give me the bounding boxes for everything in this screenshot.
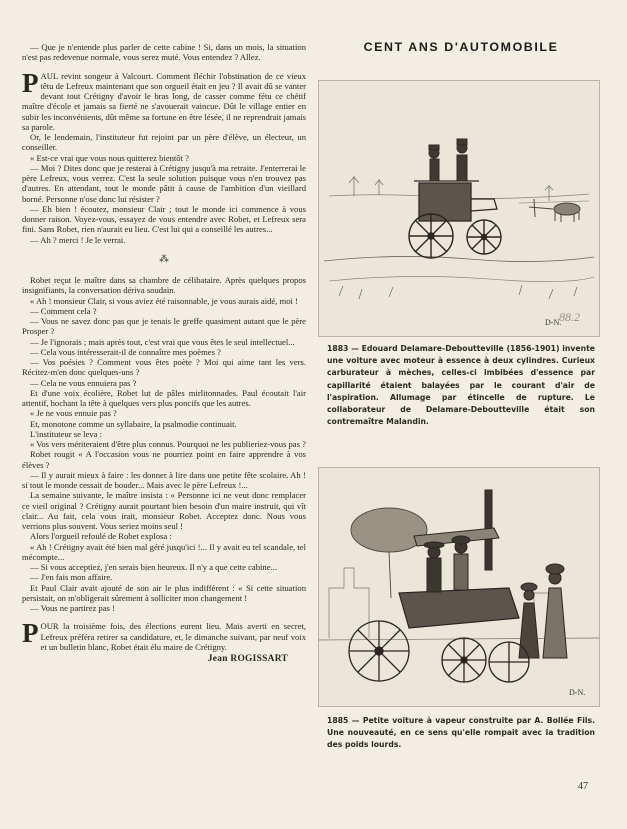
paragraph: — Ah ? merci ! Je le verrai. bbox=[30, 234, 126, 245]
paragraph: — Comment cela ? bbox=[30, 305, 97, 316]
paragraph: Et Paul Clair avait ajouté de son air le plus indifférent : « Si cette situation persistait, on m'obligerait sûrement à solliciter mon changement ! bbox=[22, 582, 306, 603]
paragraph: « Vos vers mériteraient d'être plus connus. Pourquoi ne les publieriez-vous pas ? bbox=[30, 439, 306, 449]
section-ornament: ⁂ bbox=[159, 253, 169, 265]
sketch-delamare-car bbox=[319, 81, 599, 336]
paragraph: — Moi ? Dites donc que je resterai à Crétigny jusqu'à ma retraite. J'enterrerai le père Lefreux, vous verrez. C'est la seule solution puisque vous n'en trouvez pas d'autres. En attendant, tout le monde pâtit à cause de l'ambition d'un vieillard borné. Personne n'ose donc lui résister ? bbox=[22, 162, 306, 204]
story-column bbox=[22, 42, 306, 664]
paragraph: — Je l'ignorais ; mais après tout, c'est vrai que vous êtes le seul intellectuel... bbox=[30, 336, 295, 347]
figure-1-signature: D-N. bbox=[545, 318, 562, 327]
paragraph: Et d'une voix écolière, Robet lut de pâles mirlitonnades. Paul écoutait l'air attentif, hochant la tête à quelques vers plus poncifs que les autres. bbox=[22, 387, 306, 408]
paragraph-dropcap bbox=[22, 67, 306, 133]
paragraph: — Cela ne vous ennuiera pas ? bbox=[30, 377, 137, 388]
paragraph-text: AUL revint songeur à Valcourt. Comment fléchir l'obstination de ce vieux têtu de Lefreux maintenant que son orgueil était en jeu ? Il avait dû se vanter devant tout Crétigny d'avoir le bras long, de casser comme fétu ce chétif maître d'école et jamais sa fierté ne s'avouerait vaincue. Dût le village entier en subir les inconvénients, dût même sa fortune en être lésée, il ne reprendrait jamais sa parole. bbox=[22, 70, 306, 132]
paragraph: — Il y aurait mieux à faire : les donner à lire dans une petite fête scolaire. Ah ! si tout le monde cessait de bouder... Mais avec le père Lefreux !... bbox=[22, 469, 306, 490]
paragraph: « Je ne vous ennuie pas ? bbox=[30, 408, 117, 419]
illustration-1885-steam-car bbox=[318, 467, 600, 707]
paragraph: « Ah ! monsieur Clair, si vous aviez été raisonnable, je vous aurais aidé, moi ! bbox=[30, 295, 298, 306]
paragraph-text: OUR la troisième fois, des élections eurent lieu. Mais averti en secret, Lefreux préféra retirer sa candidature, et, le dimanche suivant, par neuf voix et un bulletin blanc, Robet était élu maire de Crétigny. bbox=[40, 621, 306, 652]
paragraph: Alors l'orgueil refoulé de Robet explosa : bbox=[30, 531, 172, 542]
paragraph: — Vous ne partirez pas ! bbox=[30, 603, 115, 613]
illustration-1883-car bbox=[318, 80, 600, 337]
paragraph: Robet rougit « A l'occasion vous ne pourriez point en faire apprendre à vos élèves ? bbox=[22, 449, 306, 470]
paragraph: — Vos poésies ? Comment vous êtes poète ? Moi qui aime tant les vers. Récitez-m'en donc quelques-uns ? bbox=[22, 357, 306, 378]
figure-1-handwritten-note: 88.2 bbox=[559, 310, 580, 324]
paragraph: « Ah ! Crétigny avait été bien mal géré jusqu'ici !... Il y avait eu tel scandale, tel mécompte... bbox=[22, 541, 306, 562]
paragraph-dropcap bbox=[22, 618, 306, 652]
drop-cap: P bbox=[22, 67, 39, 98]
paragraph: Or, le lendemain, l'instituteur fut rejoint par un père d'élève, un électeur, un conseiller. bbox=[22, 132, 306, 153]
caption-1883: 1883 — Edouard Delamare-Deboutteville (1856-1901) invente une voiture avec moteur à essence à deux cylindres. Curieux carburateur à mèches, celles-ci imbibées d'essence par capillarité étaient balayées par le courant d'air de l'aspiration. Allumage par étincelle de rupture. Le collaborateur de Delamare-Deboutteville était son contremaître Malandin. bbox=[327, 344, 595, 427]
paragraph: L'instituteur se leva : bbox=[30, 428, 102, 439]
paragraph: — Cela vous intéresserait-il de connaître mes poèmes ? bbox=[30, 346, 221, 357]
paragraph: — J'en fais mon affaire. bbox=[30, 572, 113, 583]
caption-1885: 1885 — Petite voiture à vapeur construite par A. Bollée Fils. Une nouveauté, en ce sens qu'elle rompait avec la tradition des poids lourds. bbox=[327, 716, 595, 750]
paragraph: Robet reçut le maître dans sa chambre de célibataire. Après quelques propos insignifiants, la conversation dériva soudain. bbox=[22, 275, 306, 296]
paragraph: La semaine suivante, le maître insista : « Personne ici ne veut donc remplacer ce vieil original ? Crétigny aurait pourtant bien besoin d'un maire instruit, qui vît clair... Au fait, cela vous irait, monsieur Robet. Acceptez donc. Nous vous verrions plus souvent. Vous seriez moins seul ! bbox=[22, 490, 306, 531]
page-number: 47 bbox=[578, 781, 588, 792]
paragraph: — Eh bien ! écoutez, monsieur Clair ; tout le monde ici commence à vous donner raison. Voyez-vous, essayez de vous entendre avec Robet, et Lefreux sera fini. Sans Robet, rien n'aurait eu lieu. C'est lui qui a conseillé les autres... bbox=[22, 203, 306, 235]
paragraph: — Si vous acceptiez, j'en serais bien heureux. Il n'y a que cette cabine... bbox=[30, 562, 277, 572]
figure-2-signature: D-N. bbox=[569, 688, 586, 697]
sketch-bollee-steam-car bbox=[319, 468, 599, 706]
paragraph: — Vous ne savez donc pas que je tenais le greffe quasiment autant que le père Prosper ? bbox=[22, 316, 306, 337]
drop-cap: P bbox=[22, 618, 39, 649]
paragraph: Et, monotone comme un syllabaire, la psalmodie continuait. bbox=[30, 418, 237, 429]
author-signature: Jean ROGISSART bbox=[207, 654, 288, 664]
paragraph: — Que je n'entende plus parler de cette cabine ! Si, dans un mois, la situation n'est pas redevenue normale, vous serez muté. Vous entendez ? Allez. bbox=[22, 42, 306, 63]
paragraph: « Est-ce vrai que vous nous quitterez bientôt ? bbox=[30, 152, 189, 163]
section-title: CENT ANS D'AUTOMOBILE bbox=[363, 40, 559, 54]
